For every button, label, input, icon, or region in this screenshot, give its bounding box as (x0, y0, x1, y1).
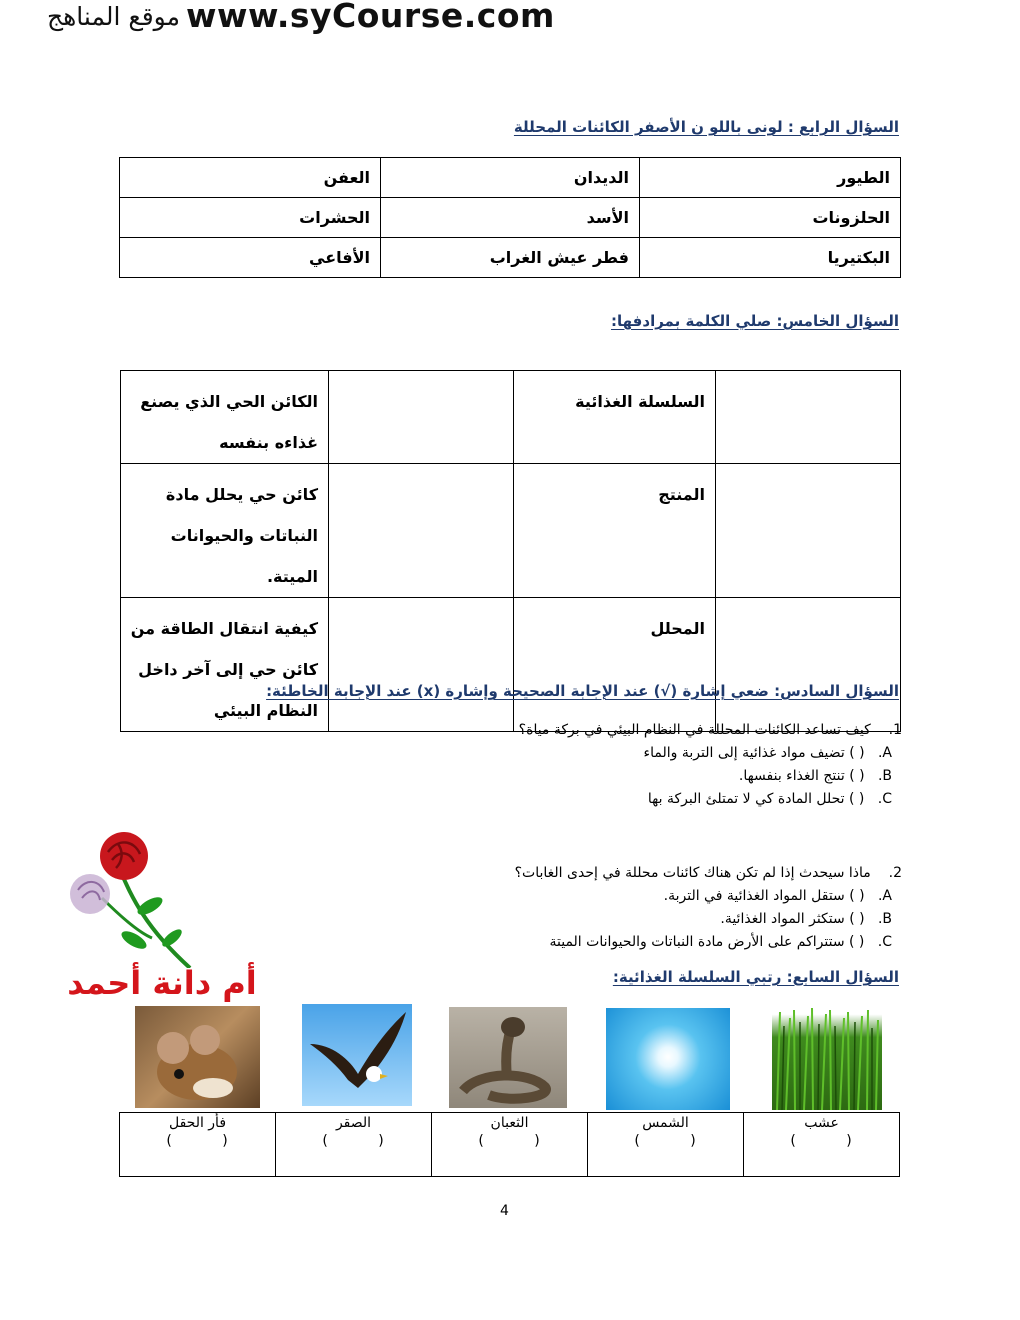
item-label: الثعبان (490, 1115, 529, 1131)
order-blank[interactable]: ( ) (322, 1133, 385, 1149)
term-cell (514, 371, 716, 464)
table-row (120, 158, 901, 198)
item-label: عشب (804, 1115, 839, 1131)
table-row (121, 464, 901, 598)
definition-line: الكائن الحي الذي يصنع (140, 392, 318, 411)
order-blank[interactable]: ( ) (790, 1133, 853, 1149)
question-5-title: السؤال الخامس: صلي الكلمة بمرادفها: (611, 312, 899, 330)
match-blank-cell[interactable] (329, 598, 514, 732)
item-label: فأر الحقل (168, 1115, 227, 1131)
food-chain-cell[interactable] (588, 1113, 744, 1177)
food-chain-cell[interactable] (276, 1113, 432, 1177)
mouse-photo (135, 1006, 260, 1108)
option-letter: B. (877, 768, 892, 784)
item-label: الشمس (642, 1115, 689, 1131)
option-letter: C. (877, 934, 892, 950)
organism-cell[interactable]: الحلزونات (640, 198, 901, 238)
definition-line: كائن حي يحلل مادة (165, 485, 318, 504)
term-text: المحلل (650, 619, 705, 638)
organism-cell[interactable]: البكتيريا (640, 238, 901, 278)
sun-photo (606, 1008, 730, 1110)
organism-cell[interactable]: العفن (120, 158, 381, 198)
option-letter: C. (877, 791, 892, 807)
snake-photo (449, 1007, 567, 1108)
answer-blank-cell[interactable] (716, 464, 901, 598)
match-blank-cell[interactable] (329, 371, 514, 464)
definition-cell (121, 371, 329, 464)
option-text[interactable]: ( ) ستقل المواد الغذائية في التربة. (663, 888, 865, 904)
organism-cell[interactable]: الديدان (381, 158, 640, 198)
question-7-title: السؤال السابع: رتبي السلسلة الغذائية: (612, 968, 899, 986)
question-5-table (120, 370, 901, 732)
term-text: المنتج (658, 485, 705, 504)
food-chain-table (119, 1112, 900, 1177)
organism-cell[interactable]: الأسد (381, 198, 640, 238)
table-row (121, 371, 901, 464)
order-blank[interactable]: ( ) (166, 1133, 229, 1149)
grass-photo (772, 1006, 882, 1110)
option-text[interactable]: ( ) ستكثر المواد الغذائية. (720, 911, 865, 927)
question-4-title: السؤال الرابع : لونى باللو ن الأصفر الكائنات المحللة (513, 118, 899, 136)
table-row (120, 238, 901, 278)
term-text: السلسلة الغذائية (575, 392, 705, 411)
table-row (120, 198, 901, 238)
eagle-photo (302, 1004, 412, 1106)
organism-cell[interactable]: الأفاعي (120, 238, 381, 278)
order-blank[interactable]: ( ) (634, 1133, 697, 1149)
definition-line: النباتات والحيوانات الميتة. (170, 526, 318, 586)
definition-line: غذاءه بنفسه (219, 433, 318, 452)
item-question: كيف تساعد الكائنات المحللة في النظام البيئي في بركة مياة؟ (518, 722, 871, 738)
definition-line: كيفية انتقال الطاقة من (130, 619, 318, 638)
rose-icon (62, 828, 202, 968)
match-blank-cell[interactable] (329, 464, 514, 598)
order-blank[interactable]: ( ) (478, 1133, 541, 1149)
food-chain-cell[interactable] (432, 1113, 588, 1177)
item-number: 1. (888, 722, 902, 738)
answer-blank-cell[interactable] (716, 598, 901, 732)
question-6-item-1 (519, 719, 902, 811)
term-cell (514, 464, 716, 598)
author-watermark: أم دانة أحمد (67, 964, 257, 1002)
term-cell (514, 598, 716, 732)
option-text[interactable]: ( ) ستتراكم على الأرض مادة النباتات والحيوانات الميتة (549, 934, 865, 950)
option-letter: B. (877, 911, 892, 927)
organism-cell[interactable]: فطر عيش الغراب (381, 238, 640, 278)
question-6-item-2 (515, 862, 902, 954)
item-number: 2. (888, 865, 902, 881)
definition-line: كائن حي إلى آخر داخل (138, 660, 318, 679)
item-label: الصقر (335, 1115, 372, 1131)
organism-cell[interactable]: الحشرات (120, 198, 381, 238)
option-text[interactable]: ( ) تضيف مواد غذائية إلى التربة والماء (643, 745, 865, 761)
page-number: 4 (500, 1203, 509, 1219)
definition-cell (121, 464, 329, 598)
table-row (121, 598, 901, 732)
food-chain-cell[interactable] (120, 1113, 276, 1177)
item-question: ماذا سيحدث إذا لم تكن هناك كائنات محللة في إحدى الغابات؟ (514, 865, 871, 881)
option-text[interactable]: ( ) تحلل المادة كي لا تمتلئ البركة بها (647, 791, 865, 807)
question-6-title: السؤال السادس: ضعي إشارة (√) عند الإجابة الصحيحة وإشارة (x) عند الإجابة الخاطئة: (266, 682, 899, 700)
table-row (120, 1113, 900, 1177)
answer-blank-cell[interactable] (716, 371, 901, 464)
option-letter: A. (877, 888, 892, 904)
option-letter: A. (877, 745, 892, 761)
question-4-table (119, 157, 901, 278)
organism-cell[interactable]: الطيور (640, 158, 901, 198)
definition-line: النظام البيئي (213, 701, 318, 720)
food-chain-cell[interactable] (744, 1113, 900, 1177)
site-url: www.syCourse.com (186, 0, 555, 35)
option-text[interactable]: ( ) تنتج الغذاء بنفسها. (738, 768, 865, 784)
site-name: موقع المناهج (46, 2, 180, 31)
definition-cell (121, 598, 329, 732)
